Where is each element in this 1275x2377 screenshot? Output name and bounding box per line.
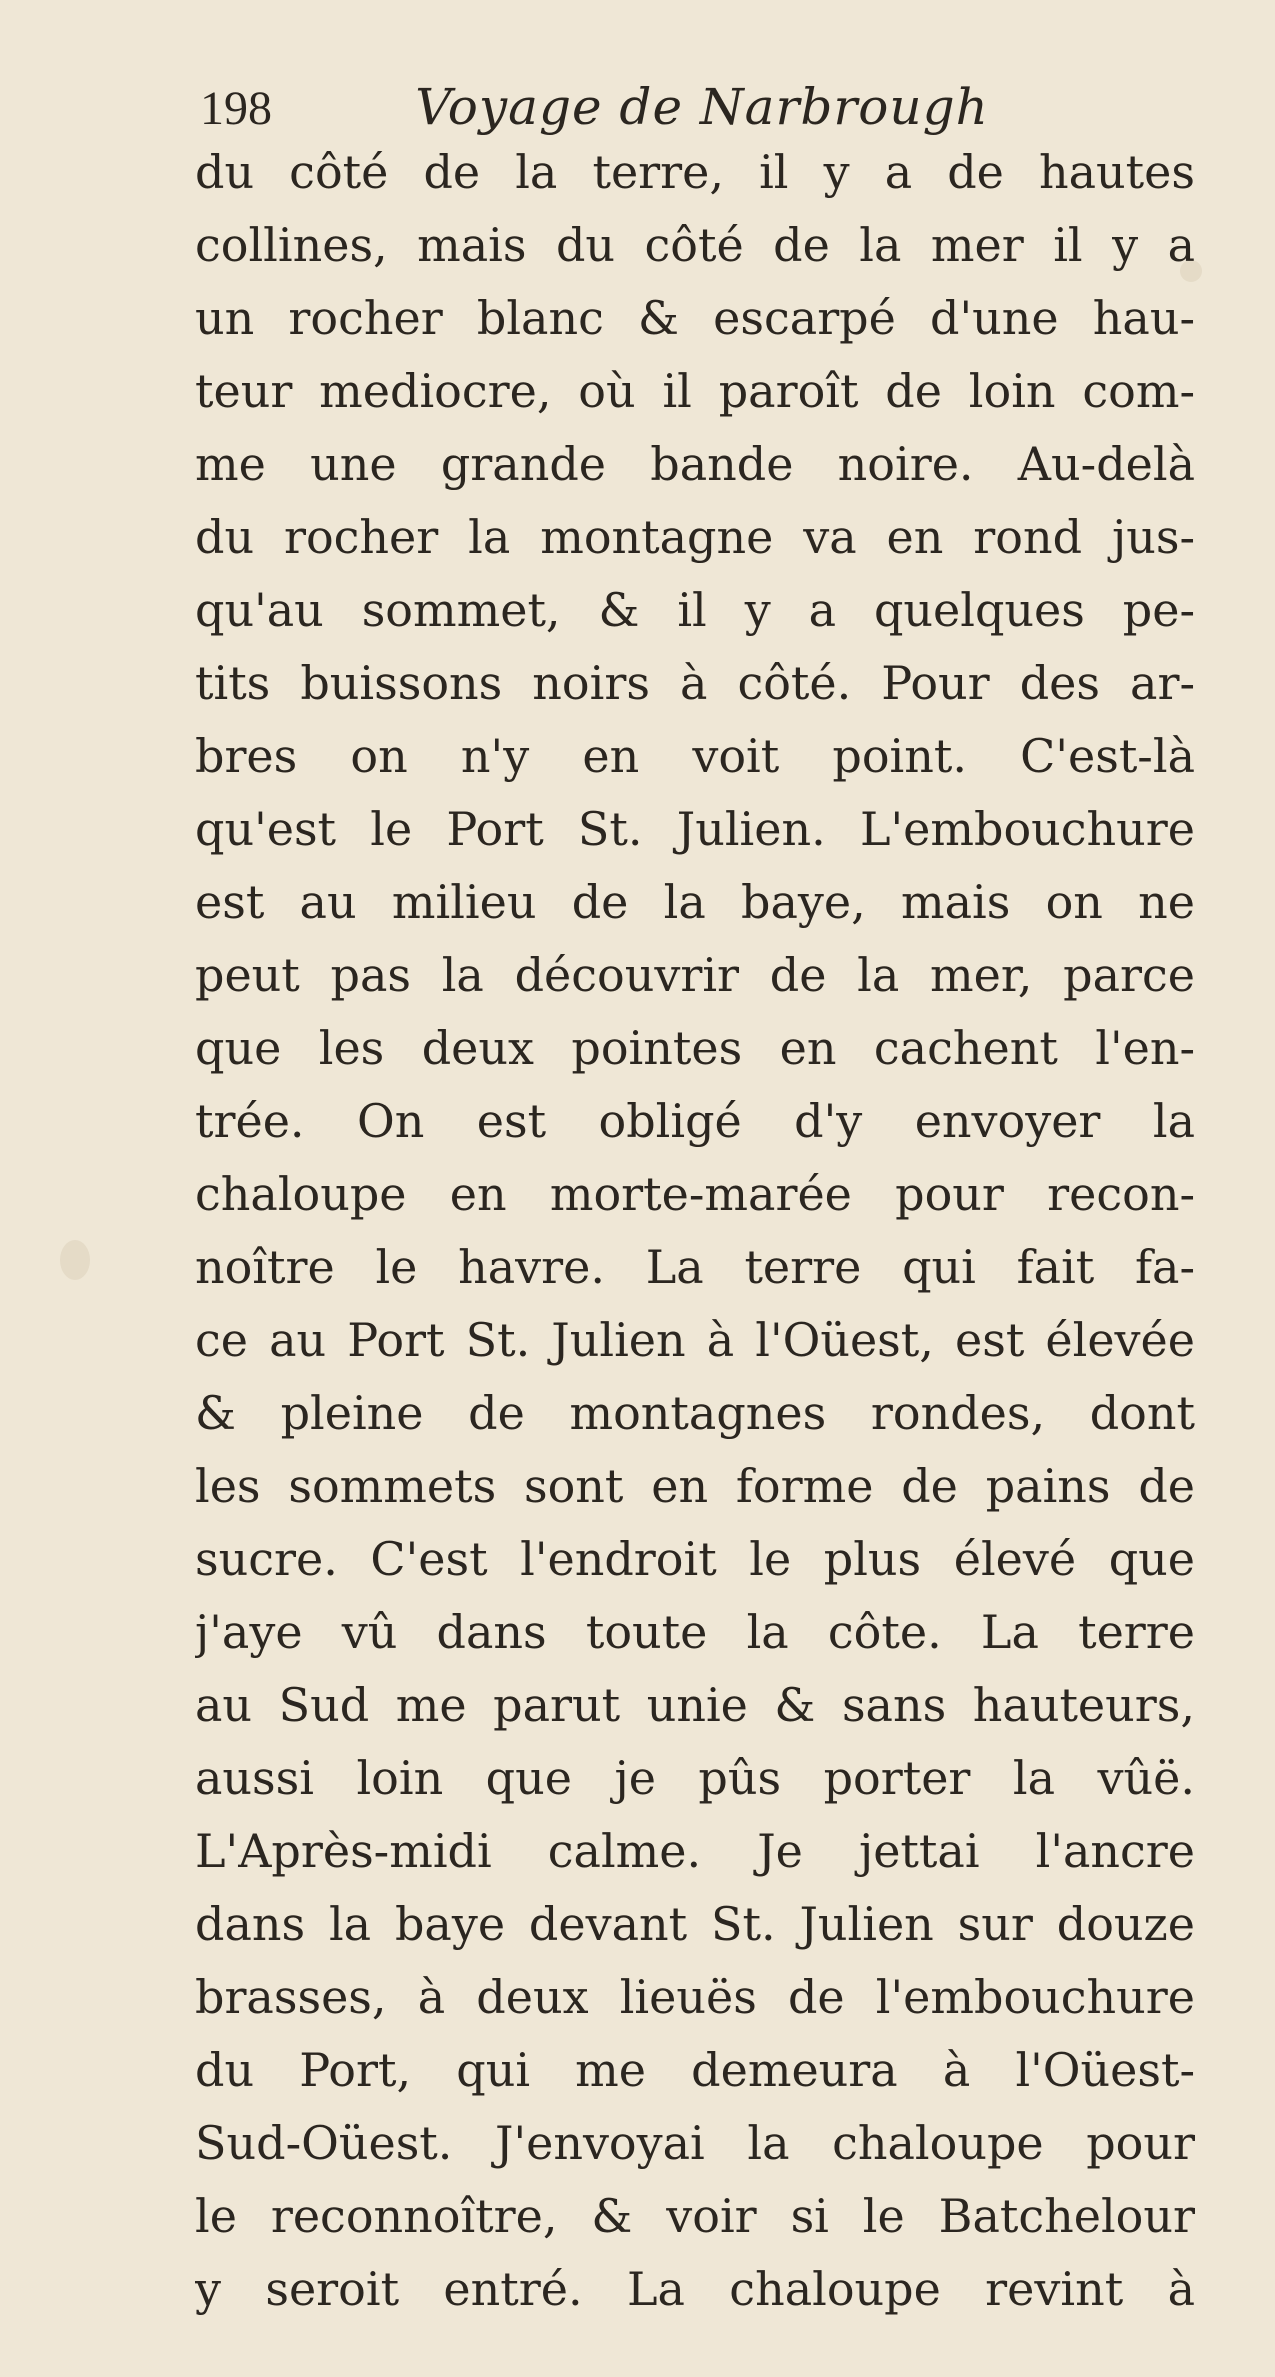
text-line: ce au Port St. Julien à l'Oüest, est élevée [195,1313,1195,1367]
text-line: le reconnoître, & voir si le Batchelour [195,2189,1195,2243]
text-line: que les deux pointes en cachent l'en- [195,1021,1195,1075]
text-line: Sud-Oüest. J'envoyai la chaloupe pour [195,2116,1195,2170]
text-line: bres on n'y en voit point. C'est-là [195,729,1195,783]
text-line: noître le havre. La terre qui fait fa- [195,1240,1195,1294]
paper-stain [60,1240,90,1280]
text-line: & pleine de montagnes rondes, dont [195,1386,1195,1440]
page-header [200,72,1200,142]
page-number: 198 [200,82,272,135]
text-line: tits buissons noirs à côté. Pour des ar- [195,656,1195,710]
text-line: sucre. C'est l'endroit le plus élevé que [195,1532,1195,1586]
text-line: qu'est le Port St. Julien. L'embouchure [195,802,1195,856]
text-line: chaloupe en morte-marée pour recon- [195,1167,1195,1221]
text-line: teur mediocre, où il paroît de loin com- [195,364,1195,418]
text-line: est au milieu de la baye, mais on ne [195,875,1195,929]
text-line: L'Après-midi calme. Je jettai l'ancre [195,1824,1195,1878]
text-line: peut pas la découvrir de la mer, parce [195,948,1195,1002]
body-text [195,136,1195,2326]
text-line: trée. On est obligé d'y envoyer la [195,1094,1195,1148]
text-line: j'aye vû dans toute la côte. La terre [195,1605,1195,1659]
text-line: au Sud me parut unie & sans hauteurs, [195,1678,1195,1732]
text-line: me une grande bande noire. Au-delà [195,437,1195,491]
text-line: qu'au sommet, & il y a quelques pe- [195,583,1195,637]
text-line: collines, mais du côté de la mer il y a [195,218,1195,272]
text-line: les sommets sont en forme de pains de [195,1459,1195,1513]
text-line: brasses, à deux lieuës de l'embouchure [195,1970,1195,2024]
text-line: aussi loin que je pûs porter la vûë. [195,1751,1195,1805]
text-line: du côté de la terre, il y a de hautes [195,145,1195,199]
text-line: y seroit entré. La chaloupe revint à [195,2262,1195,2316]
text-line: du Port, qui me demeura à l'Oüest- [195,2043,1195,2097]
running-title: Voyage de Narbrough [415,78,989,136]
text-line: du rocher la montagne va en rond jus- [195,510,1195,564]
text-line: dans la baye devant St. Julien sur douze [195,1897,1195,1951]
text-line: un rocher blanc & escarpé d'une hau- [195,291,1195,345]
